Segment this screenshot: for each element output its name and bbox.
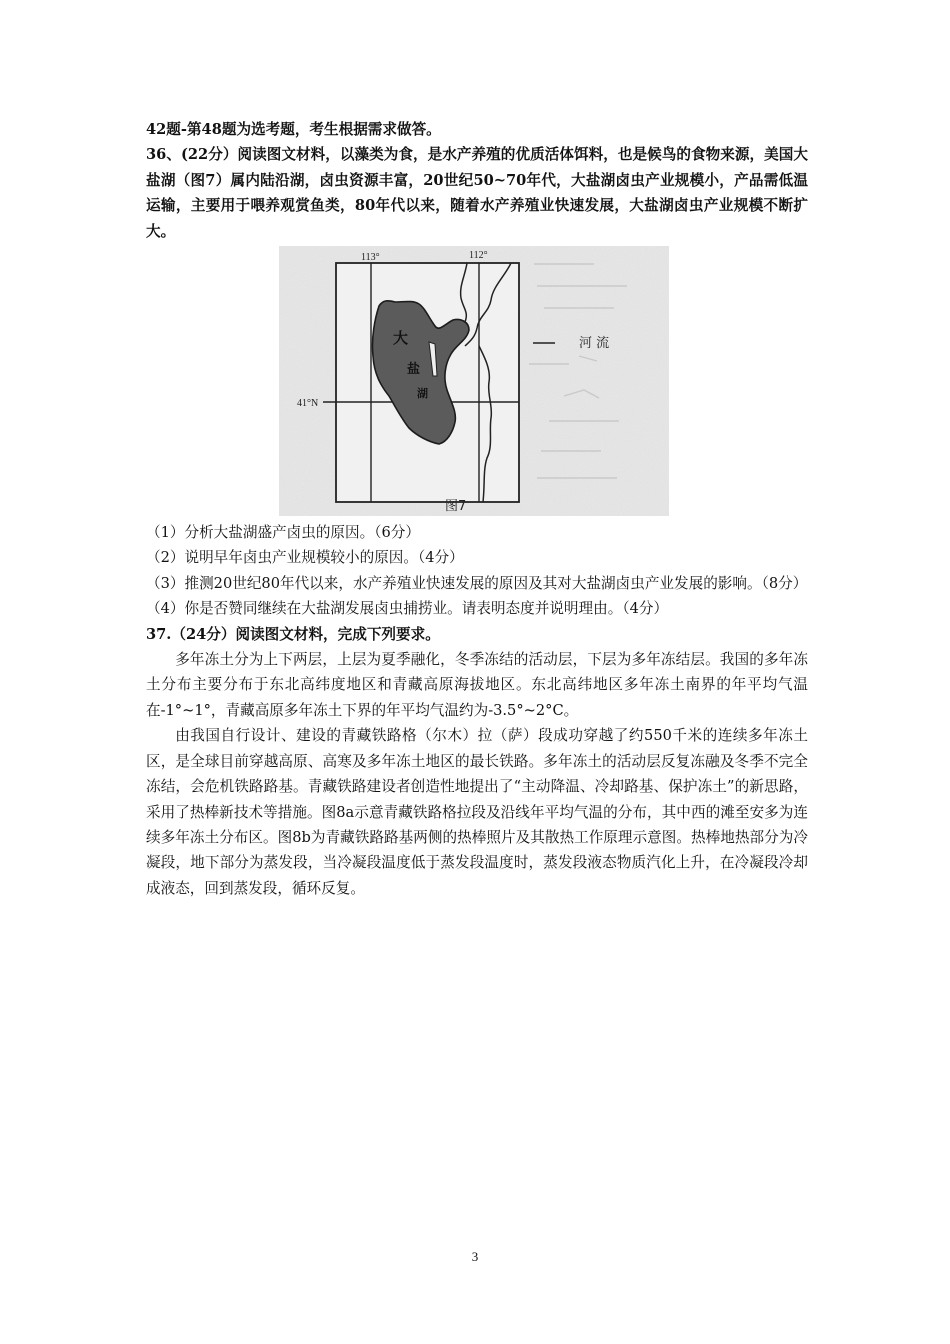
question-36-3: （3）推测20世纪80年代以来，水产养殖业快速发展的原因及其对大盐湖卤虫产业发展的影响。（8分） (146, 574, 808, 592)
page-content (146, 117, 808, 901)
question-36-stem: 36、(22分）阅读图文材料，以藻类为食，是水产养殖的优质活体饵料，也是候鸟的食物来源，美国大盐湖（图7）属内陆沿湖，卤虫资源丰富，20世纪50~70年代，大盐湖卤虫产业规模小，产品需低温运输，主要用于喂养观赏鱼类，80年代以来，随着水产养殖业快速发展，大盐湖卤虫产业规模不断扩大。 (146, 146, 808, 240)
page-number: 3 (471, 1249, 479, 1264)
question-37-paragraph-2: 由我国自行设计、建设的青藏铁路格（尔木）拉（萨）段成功穿越了约550千米的连续多年冻土区，是全球目前穿越高原、高寒及多年冻土地区的最长铁路。多年冻土的活动层反复冻融及冬季不完全冻结，会危机铁路路基。青藏铁路建设者创造性地提出了“主动降温、冷却路基、保护冻土”的新思路，采用了热棒新技术等措施。图8a示意青藏铁路格拉段及沿线年平均气温的分布，其中西的滩至安多为连续多年冻土分布区。图8b为青藏铁路路基两侧的热棒照片及其散热工作原理示意图。热棒地热部分为冷凝段，地下部分为蒸发段，当冷凝段温度低于蒸发段温度时，蒸发段液态物质汽化上升，在冷凝段冷却成液态，回到蒸发段，循环反复。 (146, 727, 808, 897)
longitude-label-113: 113° (361, 252, 380, 264)
question-36-1: （1）分析大盐湖盛产卤虫的原因。（6分） (146, 524, 420, 542)
longitude-label-112: 112° (469, 250, 488, 262)
great-salt-lake-map (279, 246, 669, 516)
question-37-stem: 37.（24分）阅读图文材料，完成下列要求。 (146, 625, 440, 643)
elective-intro: 42题-第48题为选考题，考生根据需求做答。 (146, 121, 441, 138)
lake-label-char-3: 湖 (417, 387, 428, 401)
legend-river-label: 河 流 (579, 336, 610, 352)
figure-caption: 图7 (445, 499, 467, 515)
question-36-4: （4）你是否赞同继续在大盐湖发展卤虫捕捞业。请表明态度并说明理由。（4分） (146, 600, 669, 618)
lake-label-char-1: 大 (393, 329, 409, 348)
latitude-label-41n: 41°N (297, 398, 319, 410)
figure-7-map (279, 246, 669, 516)
lake-label-char-2: 盐 (407, 362, 421, 378)
question-37-paragraph-1: 多年冻土分为上下两层，上层为夏季融化，冬季冻结的活动层，下层为多年冻结层。我国的多年冻土分布主要分布于东北高纬度地区和青藏高原海拔地区。东北高纬地区多年冻土南界的年平均气温在-1°~1°，青藏高原多年冻土下界的年平均气温约为-3.5°~2°C。 (146, 651, 808, 719)
question-36-2: （2）说明早年卤虫产业规模较小的原因。（4分） (146, 549, 464, 567)
